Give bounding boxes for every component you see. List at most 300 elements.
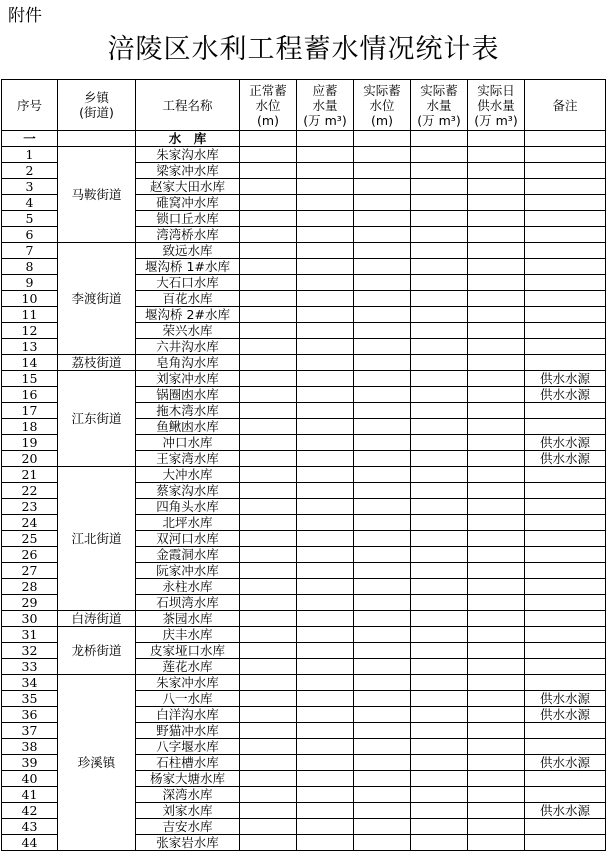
row-value-cell (354, 835, 411, 851)
row-value-cell (411, 275, 468, 291)
town-cell: 珍溪镇 (58, 675, 136, 851)
row-value-cell (468, 627, 525, 643)
row-remark (525, 547, 606, 563)
row-value-cell (468, 211, 525, 227)
row-seq: 6 (2, 227, 58, 243)
row-value-cell (354, 419, 411, 435)
row-value-cell (297, 371, 354, 387)
header-town: 乡镇 (街道) (58, 80, 136, 131)
row-value-cell (354, 355, 411, 371)
row-value-cell (240, 531, 297, 547)
row-remark (525, 771, 606, 787)
row-value-cell (411, 291, 468, 307)
row-value-cell (354, 483, 411, 499)
row-value-cell (240, 595, 297, 611)
row-project-name: 拖木湾水库 (136, 403, 240, 419)
row-value-cell (240, 803, 297, 819)
row-value-cell (240, 275, 297, 291)
row-value-cell (468, 595, 525, 611)
row-value-cell (468, 659, 525, 675)
row-value-cell (240, 515, 297, 531)
row-value-cell (468, 579, 525, 595)
row-value-cell (354, 147, 411, 163)
row-value-cell (411, 547, 468, 563)
row-remark (525, 211, 606, 227)
row-value-cell (468, 803, 525, 819)
row-value-cell (240, 739, 297, 755)
row-value-cell (468, 547, 525, 563)
row-project-name: 锅圈凼水库 (136, 387, 240, 403)
row-seq: 25 (2, 531, 58, 547)
row-value-cell (297, 595, 354, 611)
row-seq: 33 (2, 659, 58, 675)
row-value-cell (354, 803, 411, 819)
row-value-cell (297, 451, 354, 467)
row-seq: 26 (2, 547, 58, 563)
row-remark: 供水水源 (525, 435, 606, 451)
row-value-cell (354, 451, 411, 467)
row-value-cell (354, 403, 411, 419)
header-normal-level: 正常蓄 水位 (m) (240, 80, 297, 131)
row-value-cell (468, 403, 525, 419)
row-value-cell (240, 723, 297, 739)
row-value-cell (297, 403, 354, 419)
row-value-cell (411, 515, 468, 531)
row-remark (525, 403, 606, 419)
row-value-cell (297, 707, 354, 723)
row-value-cell (411, 803, 468, 819)
row-value-cell (297, 227, 354, 243)
row-value-cell (354, 307, 411, 323)
row-seq: 30 (2, 611, 58, 627)
row-value-cell (354, 195, 411, 211)
row-value-cell (297, 819, 354, 835)
row-value-cell (468, 307, 525, 323)
row-value-cell (468, 563, 525, 579)
row-project-name: 茶园水库 (136, 611, 240, 627)
row-value-cell (411, 179, 468, 195)
category-row (2, 131, 606, 147)
row-value-cell (240, 211, 297, 227)
row-value-cell (240, 163, 297, 179)
row-seq: 38 (2, 739, 58, 755)
row-value-cell (354, 547, 411, 563)
row-seq: 15 (2, 371, 58, 387)
row-value-cell (297, 547, 354, 563)
row-value-cell (468, 499, 525, 515)
row-value-cell (468, 611, 525, 627)
row-project-name: 赵家大田水库 (136, 179, 240, 195)
row-value-cell (240, 195, 297, 211)
row-seq: 21 (2, 467, 58, 483)
row-project-name: 锁口丘水库 (136, 211, 240, 227)
row-remark (525, 419, 606, 435)
row-seq: 24 (2, 515, 58, 531)
row-value-cell (354, 595, 411, 611)
table-row (2, 611, 606, 627)
row-project-name: 金霞洞水库 (136, 547, 240, 563)
row-value-cell (240, 147, 297, 163)
row-remark (525, 275, 606, 291)
row-value-cell (240, 451, 297, 467)
row-value-cell (411, 323, 468, 339)
row-remark (525, 499, 606, 515)
row-value-cell (240, 323, 297, 339)
row-seq: 22 (2, 483, 58, 499)
row-value-cell (354, 515, 411, 531)
row-value-cell (411, 371, 468, 387)
row-remark (525, 259, 606, 275)
row-remark: 供水水源 (525, 451, 606, 467)
row-value-cell (297, 563, 354, 579)
row-remark (525, 659, 606, 675)
row-value-cell (468, 451, 525, 467)
row-seq: 9 (2, 275, 58, 291)
row-project-name: 堰沟桥 1#水库 (136, 259, 240, 275)
row-value-cell (240, 467, 297, 483)
row-value-cell (468, 531, 525, 547)
row-value-cell (468, 387, 525, 403)
row-value-cell (411, 483, 468, 499)
row-value-cell (468, 467, 525, 483)
row-value-cell (411, 243, 468, 259)
row-project-name: 四角头水库 (136, 499, 240, 515)
row-value-cell (297, 387, 354, 403)
reservoir-statistics-table (1, 79, 606, 851)
row-seq: 7 (2, 243, 58, 259)
row-seq: 20 (2, 451, 58, 467)
row-value-cell (411, 771, 468, 787)
row-project-name: 八字堰水库 (136, 739, 240, 755)
row-project-name: 蔡家沟水库 (136, 483, 240, 499)
row-value-cell (240, 419, 297, 435)
row-seq: 12 (2, 323, 58, 339)
row-value-cell (354, 339, 411, 355)
table-row (2, 355, 606, 371)
row-remark: 供水水源 (525, 691, 606, 707)
row-value-cell (354, 291, 411, 307)
row-value-cell (354, 563, 411, 579)
row-value-cell (297, 467, 354, 483)
row-value-cell (240, 611, 297, 627)
row-value-cell (411, 835, 468, 851)
row-value-cell (240, 483, 297, 499)
row-value-cell (297, 435, 354, 451)
row-seq: 4 (2, 195, 58, 211)
row-value-cell (240, 403, 297, 419)
table-row (2, 675, 606, 691)
row-value-cell (468, 515, 525, 531)
row-seq: 10 (2, 291, 58, 307)
row-remark: 供水水源 (525, 755, 606, 771)
row-remark (525, 291, 606, 307)
town-cell: 江北街道 (58, 467, 136, 611)
row-project-name: 王家湾水库 (136, 451, 240, 467)
row-value-cell (297, 179, 354, 195)
row-value-cell (354, 371, 411, 387)
row-value-cell (411, 755, 468, 771)
row-remark (525, 627, 606, 643)
row-seq: 18 (2, 419, 58, 435)
row-value-cell (240, 243, 297, 259)
row-seq: 41 (2, 787, 58, 803)
header-row (2, 80, 606, 131)
row-value-cell (240, 691, 297, 707)
row-value-cell (297, 291, 354, 307)
row-value-cell (468, 419, 525, 435)
row-value-cell (468, 323, 525, 339)
row-project-name: 深湾水库 (136, 787, 240, 803)
row-project-name: 冲口水库 (136, 435, 240, 451)
row-remark (525, 467, 606, 483)
row-value-cell (354, 627, 411, 643)
row-value-cell (354, 659, 411, 675)
row-value-cell (411, 723, 468, 739)
row-seq: 40 (2, 771, 58, 787)
row-value-cell (240, 675, 297, 691)
row-value-cell (354, 691, 411, 707)
row-value-cell (240, 643, 297, 659)
row-value-cell (468, 371, 525, 387)
row-remark (525, 819, 606, 835)
row-value-cell (297, 755, 354, 771)
row-seq: 42 (2, 803, 58, 819)
row-value-cell (240, 755, 297, 771)
row-remark (525, 147, 606, 163)
row-value-cell (297, 739, 354, 755)
row-project-name: 石坝湾水库 (136, 595, 240, 611)
row-remark (525, 195, 606, 211)
row-seq: 1 (2, 147, 58, 163)
row-seq: 8 (2, 259, 58, 275)
row-value-cell (411, 707, 468, 723)
row-remark (525, 323, 606, 339)
row-value-cell (240, 835, 297, 851)
row-remark (525, 787, 606, 803)
row-value-cell (354, 243, 411, 259)
row-value-cell (468, 179, 525, 195)
row-value-cell (468, 691, 525, 707)
category-name: 水 库 (136, 131, 240, 147)
row-value-cell (240, 355, 297, 371)
row-value-cell (411, 259, 468, 275)
row-remark (525, 355, 606, 371)
row-value-cell (354, 179, 411, 195)
row-project-name: 大石口水库 (136, 275, 240, 291)
row-seq: 5 (2, 211, 58, 227)
table-row (2, 147, 606, 163)
row-seq: 17 (2, 403, 58, 419)
row-value-cell (411, 227, 468, 243)
header-expected-storage: 应蓄 水量 (万 m³) (297, 80, 354, 131)
town-cell: 马鞍街道 (58, 147, 136, 243)
town-cell: 白涛街道 (58, 611, 136, 627)
row-value-cell (468, 259, 525, 275)
row-value-cell (468, 243, 525, 259)
row-value-cell (240, 499, 297, 515)
row-remark: 供水水源 (525, 803, 606, 819)
row-value-cell (468, 483, 525, 499)
row-value-cell (411, 675, 468, 691)
row-value-cell (468, 739, 525, 755)
row-value-cell (240, 819, 297, 835)
row-value-cell (354, 467, 411, 483)
row-seq: 37 (2, 723, 58, 739)
header-project-name: 工程名称 (136, 80, 240, 131)
row-seq: 31 (2, 627, 58, 643)
row-value-cell (468, 675, 525, 691)
row-value-cell (468, 291, 525, 307)
row-remark (525, 179, 606, 195)
row-value-cell (354, 755, 411, 771)
row-value-cell (240, 259, 297, 275)
row-project-name: 庆丰水库 (136, 627, 240, 643)
row-seq: 19 (2, 435, 58, 451)
row-remark (525, 515, 606, 531)
row-value-cell (468, 355, 525, 371)
row-project-name: 朱家冲水库 (136, 675, 240, 691)
row-remark (525, 723, 606, 739)
row-value-cell (411, 339, 468, 355)
row-seq: 35 (2, 691, 58, 707)
row-value-cell (240, 659, 297, 675)
row-seq: 27 (2, 563, 58, 579)
row-value-cell (297, 643, 354, 659)
row-remark (525, 483, 606, 499)
row-value-cell (354, 723, 411, 739)
row-value-cell (468, 787, 525, 803)
row-value-cell (354, 499, 411, 515)
row-value-cell (297, 659, 354, 675)
row-value-cell (411, 355, 468, 371)
row-value-cell (411, 307, 468, 323)
row-value-cell (297, 691, 354, 707)
row-remark (525, 339, 606, 355)
row-value-cell (297, 419, 354, 435)
row-project-name: 永柱水库 (136, 579, 240, 595)
row-value-cell (411, 787, 468, 803)
row-value-cell (297, 803, 354, 819)
row-value-cell (468, 227, 525, 243)
row-seq: 2 (2, 163, 58, 179)
row-value-cell (240, 435, 297, 451)
row-value-cell (411, 531, 468, 547)
row-remark (525, 835, 606, 851)
row-project-name: 堰沟桥 2#水库 (136, 307, 240, 323)
row-value-cell (354, 707, 411, 723)
document-title: 涪陵区水利工程蓄水情况统计表 (107, 34, 500, 65)
row-project-name: 梁家冲水库 (136, 163, 240, 179)
row-seq: 34 (2, 675, 58, 691)
header-actual-level: 实际蓄 水位 (m) (354, 80, 411, 131)
row-value-cell (411, 739, 468, 755)
row-value-cell (354, 643, 411, 659)
table-row (2, 243, 606, 259)
row-project-name: 大冲水库 (136, 467, 240, 483)
row-project-name: 碓窝冲水库 (136, 195, 240, 211)
row-value-cell (411, 387, 468, 403)
town-cell: 荔枝街道 (58, 355, 136, 371)
row-value-cell (297, 323, 354, 339)
row-remark (525, 611, 606, 627)
row-value-cell (411, 579, 468, 595)
row-value-cell (297, 195, 354, 211)
row-value-cell (411, 499, 468, 515)
row-value-cell (297, 147, 354, 163)
row-value-cell (297, 835, 354, 851)
row-value-cell (240, 339, 297, 355)
row-seq: 28 (2, 579, 58, 595)
row-seq: 3 (2, 179, 58, 195)
row-project-name: 八一水库 (136, 691, 240, 707)
row-remark (525, 243, 606, 259)
row-value-cell (354, 579, 411, 595)
row-value-cell (354, 611, 411, 627)
row-value-cell (297, 579, 354, 595)
row-value-cell (240, 227, 297, 243)
row-value-cell (354, 323, 411, 339)
row-project-name: 北坪水库 (136, 515, 240, 531)
row-value-cell (411, 147, 468, 163)
row-remark (525, 643, 606, 659)
row-value-cell (354, 435, 411, 451)
row-project-name: 阮家冲水库 (136, 563, 240, 579)
row-value-cell (297, 243, 354, 259)
row-value-cell (297, 259, 354, 275)
header-daily-supply: 实际日 供水量 (万 m³) (468, 80, 525, 131)
row-value-cell (240, 371, 297, 387)
row-value-cell (468, 435, 525, 451)
row-project-name: 百花水库 (136, 291, 240, 307)
row-remark (525, 307, 606, 323)
row-remark: 供水水源 (525, 387, 606, 403)
row-seq: 44 (2, 835, 58, 851)
row-value-cell (411, 643, 468, 659)
row-value-cell (240, 291, 297, 307)
row-project-name: 石柱槽水库 (136, 755, 240, 771)
attachment-label: 附件 (8, 6, 42, 26)
row-value-cell (354, 387, 411, 403)
row-value-cell (468, 835, 525, 851)
row-value-cell (411, 819, 468, 835)
row-value-cell (297, 611, 354, 627)
row-value-cell (354, 675, 411, 691)
category-seq: 一 (2, 131, 58, 147)
row-value-cell (468, 275, 525, 291)
row-value-cell (240, 771, 297, 787)
row-value-cell (297, 499, 354, 515)
category-town-cell (58, 131, 136, 147)
row-project-name: 莲花水库 (136, 659, 240, 675)
row-value-cell (297, 483, 354, 499)
row-value-cell (411, 563, 468, 579)
row-value-cell (468, 707, 525, 723)
row-value-cell (297, 531, 354, 547)
row-value-cell (468, 755, 525, 771)
row-seq: 29 (2, 595, 58, 611)
row-project-name: 致远水库 (136, 243, 240, 259)
row-value-cell (297, 627, 354, 643)
row-value-cell (468, 147, 525, 163)
row-value-cell (411, 419, 468, 435)
row-value-cell (411, 163, 468, 179)
row-value-cell (240, 547, 297, 563)
row-value-cell (297, 515, 354, 531)
row-value-cell (411, 595, 468, 611)
table-row (2, 371, 606, 387)
row-value-cell (411, 435, 468, 451)
row-value-cell (411, 403, 468, 419)
